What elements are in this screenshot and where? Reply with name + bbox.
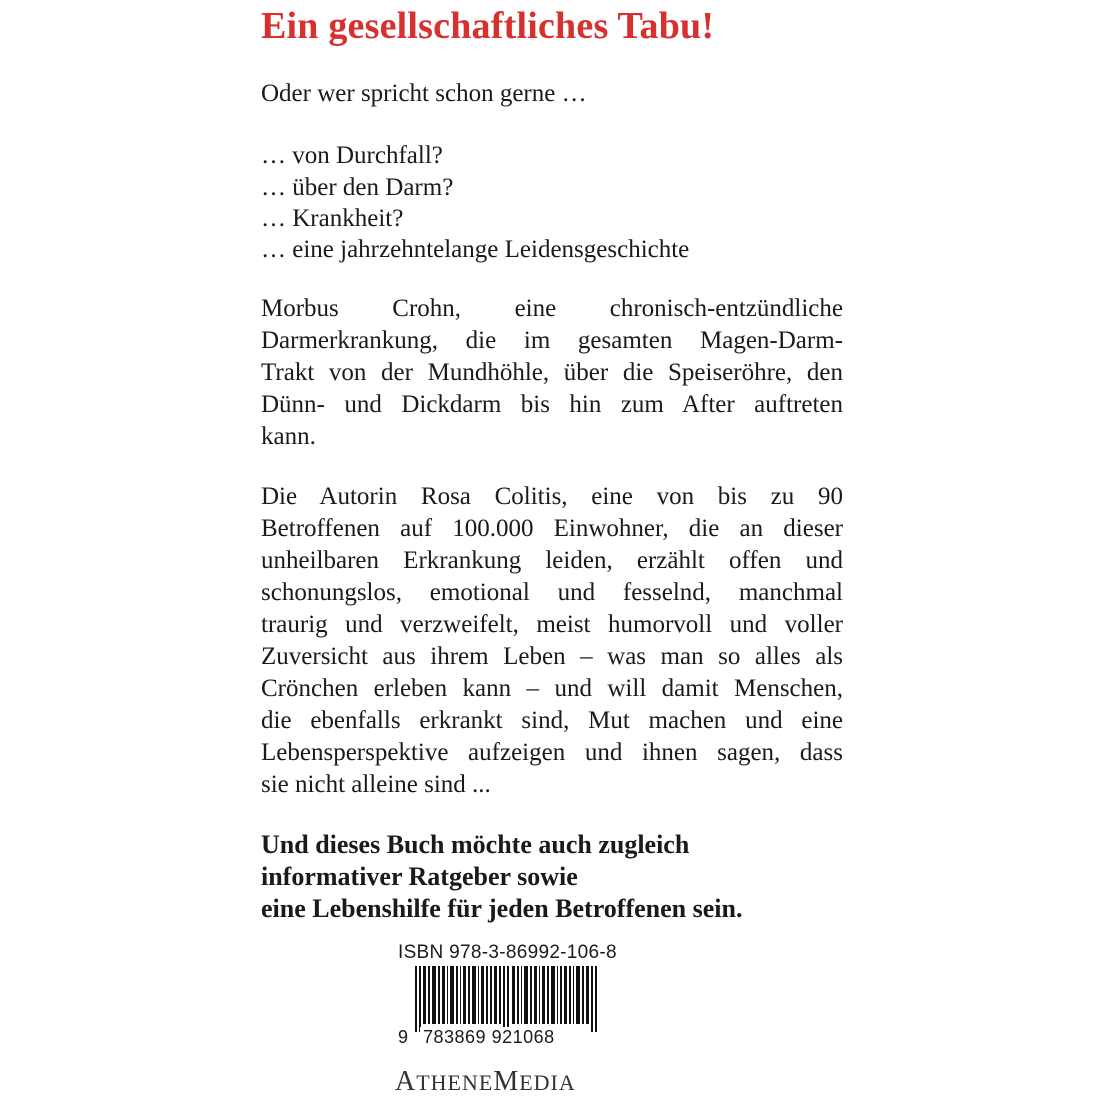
closing-line: informativer Ratgeber sowie (261, 862, 578, 891)
publisher-logo (395, 1066, 576, 1098)
text-line: Zuversicht aus ihrem Leben – was man so alles als (261, 643, 843, 670)
text-line: traurig und verzweifelt, meist humorvoll und voller (261, 611, 843, 638)
barcode-image (395, 966, 633, 1036)
publisher-part-a: THENE (416, 1070, 494, 1095)
closing-line: eine Lebenshilfe für jeden Betroffenen sein. (261, 894, 743, 923)
question-line: … eine jahrzehntelange Leidensgeschichte (261, 236, 690, 263)
text-line: Dünn- und Dickdarm bis hin zum After auftreten (261, 391, 843, 418)
barcode-digits: 783869 921068 (420, 1027, 558, 1048)
question-line: … über den Darm? (261, 174, 454, 201)
text-line: Crönchen erleben kann – und will damit Menschen, (261, 675, 843, 702)
text-line: Lebensperspektive aufzeigen und ihnen sagen, dass (261, 739, 843, 766)
text-line: Betroffenen auf 100.000 Einwohner, die an dieser (261, 515, 843, 542)
publisher-initial-a: A (395, 1066, 417, 1097)
text-line: sie nicht alleine sind ... (261, 771, 491, 798)
publisher-initial-m: M (493, 1066, 520, 1097)
barcode-first-digit: 9 (398, 1027, 409, 1047)
intro-line: Oder wer spricht schon gerne … (261, 80, 587, 107)
text-line: Morbus Crohn, eine chronisch-entzündliche (261, 295, 843, 322)
text-line: Trakt von der Mundhöhle, über die Speiseröhre, den (261, 359, 843, 386)
text-line: schonungslos, emotional und fesselnd, manchmal (261, 579, 843, 606)
isbn-label: ISBN 978-3-86992-106-8 (398, 942, 617, 963)
closing-line: Und dieses Buch möchte auch zugleich (261, 830, 690, 859)
publisher-part-m: EDIA (519, 1070, 576, 1095)
text-line: die ebenfalls erkrankt sind, Mut machen und eine (261, 707, 843, 734)
text-line: unheilbaren Erkrankung leiden, erzählt offen und (261, 547, 843, 574)
text-line: Darmerkrankung, die im gesamten Magen-Darm- (261, 327, 843, 354)
text-line: kann. (261, 423, 316, 450)
question-line: … Krankheit? (261, 205, 404, 232)
question-line: … von Durchfall? (261, 142, 443, 169)
page-title: Ein gesellschaftliches Tabu! (261, 5, 715, 47)
text-line: Die Autorin Rosa Colitis, eine von bis zu 90 (261, 483, 843, 510)
